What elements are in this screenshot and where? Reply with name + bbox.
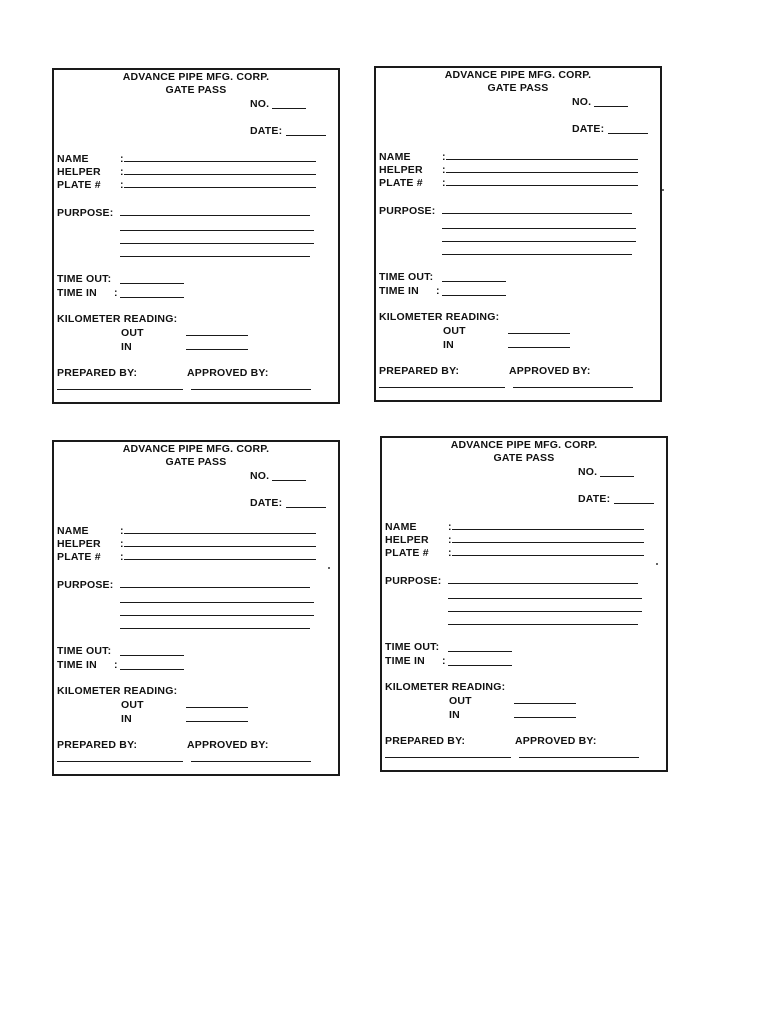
time-in-label: TIME IN: [379, 285, 419, 297]
prepared-by-label: PREPARED BY:: [385, 735, 466, 747]
km-out-field[interactable]: [186, 707, 248, 708]
time-out-field[interactable]: [442, 281, 506, 282]
time-in-field[interactable]: [120, 669, 184, 670]
purpose-field-1[interactable]: [442, 213, 632, 214]
date-field[interactable]: [608, 133, 648, 134]
company-name: ADVANCE PIPE MFG. CORP.: [122, 443, 270, 455]
no-field[interactable]: [600, 476, 634, 477]
plate-label: PLATE #: [379, 177, 423, 189]
purpose-field-1[interactable]: [120, 215, 310, 216]
km-in-field[interactable]: [186, 349, 248, 350]
purpose-field-3[interactable]: [448, 611, 642, 612]
purpose-field-2[interactable]: [442, 228, 636, 229]
time-in-colon: :: [436, 285, 440, 297]
plate-label: PLATE #: [57, 179, 101, 191]
time-out-field[interactable]: [120, 655, 184, 656]
name-field[interactable]: [124, 533, 316, 534]
time-out-field[interactable]: [120, 283, 184, 284]
purpose-field-4[interactable]: [120, 256, 310, 257]
time-in-field[interactable]: [448, 665, 512, 666]
km-out-label: OUT: [121, 699, 144, 711]
time-in-colon: :: [114, 287, 118, 299]
approved-by-field[interactable]: [513, 387, 633, 388]
km-out-label: OUT: [443, 325, 466, 337]
name-colon: :: [442, 151, 446, 163]
purpose-label: PURPOSE:: [379, 205, 436, 217]
plate-field[interactable]: [124, 559, 316, 560]
km-in-label: IN: [121, 341, 132, 353]
name-label: NAME: [385, 521, 417, 533]
purpose-label: PURPOSE:: [57, 579, 114, 591]
gate-pass-form-bottom-right: [380, 436, 668, 772]
date-label: DATE:: [572, 123, 605, 135]
helper-label: HELPER: [379, 164, 423, 176]
purpose-label: PURPOSE:: [57, 207, 114, 219]
helper-field[interactable]: [452, 542, 644, 543]
km-out-label: OUT: [121, 327, 144, 339]
scan-speck: [662, 189, 664, 191]
no-label: NO.: [572, 96, 592, 108]
name-label: NAME: [57, 153, 89, 165]
name-colon: :: [448, 521, 452, 533]
time-in-colon: :: [114, 659, 118, 671]
plate-field[interactable]: [452, 555, 644, 556]
plate-label: PLATE #: [57, 551, 101, 563]
date-label: DATE:: [250, 497, 283, 509]
km-in-field[interactable]: [514, 717, 576, 718]
purpose-field-3[interactable]: [442, 241, 636, 242]
name-label: NAME: [57, 525, 89, 537]
form-title: GATE PASS: [165, 84, 227, 96]
km-in-label: IN: [443, 339, 454, 351]
name-field[interactable]: [446, 159, 638, 160]
helper-field[interactable]: [446, 172, 638, 173]
approved-by-field[interactable]: [191, 389, 311, 390]
helper-colon: :: [120, 538, 124, 550]
purpose-field-1[interactable]: [120, 587, 310, 588]
name-label: NAME: [379, 151, 411, 163]
helper-field[interactable]: [124, 174, 316, 175]
approved-by-field[interactable]: [191, 761, 311, 762]
helper-label: HELPER: [385, 534, 429, 546]
prepared-by-field[interactable]: [385, 757, 511, 758]
kilometer-reading-label: KILOMETER READING:: [57, 685, 178, 697]
km-in-field[interactable]: [186, 721, 248, 722]
scan-speck: [656, 563, 658, 565]
time-in-label: TIME IN: [57, 287, 97, 299]
purpose-label: PURPOSE:: [385, 575, 442, 587]
time-in-label: TIME IN: [385, 655, 425, 667]
prepared-by-field[interactable]: [379, 387, 505, 388]
prepared-by-field[interactable]: [57, 389, 183, 390]
time-out-label: TIME OUT:: [57, 645, 112, 657]
km-out-field[interactable]: [514, 703, 576, 704]
time-out-label: TIME OUT:: [385, 641, 440, 653]
helper-colon: :: [448, 534, 452, 546]
gate-pass-form-top-right: [374, 66, 662, 402]
time-in-label: TIME IN: [57, 659, 97, 671]
approved-by-label: APPROVED BY:: [187, 367, 269, 379]
company-name: ADVANCE PIPE MFG. CORP.: [122, 71, 270, 83]
name-field[interactable]: [124, 161, 316, 162]
purpose-field-4[interactable]: [448, 624, 638, 625]
gate-pass-form-bottom-left: [52, 440, 340, 776]
approved-by-label: APPROVED BY:: [187, 739, 269, 751]
kilometer-reading-label: KILOMETER READING:: [379, 311, 500, 323]
km-out-field[interactable]: [186, 335, 248, 336]
no-field[interactable]: [272, 108, 306, 109]
helper-field[interactable]: [124, 546, 316, 547]
purpose-field-3[interactable]: [120, 615, 314, 616]
prepared-by-label: PREPARED BY:: [57, 739, 138, 751]
form-title: GATE PASS: [165, 456, 227, 468]
plate-colon: :: [442, 177, 446, 189]
company-name: ADVANCE PIPE MFG. CORP.: [450, 439, 598, 451]
kilometer-reading-label: KILOMETER READING:: [57, 313, 178, 325]
purpose-field-2[interactable]: [448, 598, 642, 599]
no-label: NO.: [250, 98, 270, 110]
prepared-by-field[interactable]: [57, 761, 183, 762]
scan-speck: [328, 567, 330, 569]
time-out-label: TIME OUT:: [379, 271, 434, 283]
km-out-label: OUT: [449, 695, 472, 707]
no-label: NO.: [250, 470, 270, 482]
form-title: GATE PASS: [487, 82, 549, 94]
date-field[interactable]: [614, 503, 654, 504]
name-colon: :: [120, 153, 124, 165]
name-field[interactable]: [452, 529, 644, 530]
plate-label: PLATE #: [385, 547, 429, 559]
helper-colon: :: [120, 166, 124, 178]
purpose-field-4[interactable]: [442, 254, 632, 255]
plate-field[interactable]: [446, 185, 638, 186]
km-out-field[interactable]: [508, 333, 570, 334]
time-in-colon: :: [442, 655, 446, 667]
approved-by-label: APPROVED BY:: [509, 365, 591, 377]
km-in-label: IN: [121, 713, 132, 725]
purpose-field-2[interactable]: [120, 230, 314, 231]
gate-pass-form-top-left: [52, 68, 340, 404]
no-label: NO.: [578, 466, 598, 478]
km-in-field[interactable]: [508, 347, 570, 348]
date-field[interactable]: [286, 507, 326, 508]
plate-colon: :: [448, 547, 452, 559]
company-name: ADVANCE PIPE MFG. CORP.: [444, 69, 592, 81]
purpose-field-1[interactable]: [448, 583, 638, 584]
no-field[interactable]: [594, 106, 628, 107]
purpose-field-2[interactable]: [120, 602, 314, 603]
date-label: DATE:: [250, 125, 283, 137]
km-in-label: IN: [449, 709, 460, 721]
no-field[interactable]: [272, 480, 306, 481]
time-in-field[interactable]: [120, 297, 184, 298]
prepared-by-label: PREPARED BY:: [379, 365, 460, 377]
time-out-label: TIME OUT:: [57, 273, 112, 285]
helper-label: HELPER: [57, 538, 101, 550]
approved-by-field[interactable]: [519, 757, 639, 758]
approved-by-label: APPROVED BY:: [515, 735, 597, 747]
helper-colon: :: [442, 164, 446, 176]
purpose-field-3[interactable]: [120, 243, 314, 244]
helper-label: HELPER: [57, 166, 101, 178]
kilometer-reading-label: KILOMETER READING:: [385, 681, 506, 693]
date-field[interactable]: [286, 135, 326, 136]
time-in-field[interactable]: [442, 295, 506, 296]
name-colon: :: [120, 525, 124, 537]
plate-field[interactable]: [124, 187, 316, 188]
date-label: DATE:: [578, 493, 611, 505]
prepared-by-label: PREPARED BY:: [57, 367, 138, 379]
form-title: GATE PASS: [493, 452, 555, 464]
plate-colon: :: [120, 551, 124, 563]
plate-colon: :: [120, 179, 124, 191]
purpose-field-4[interactable]: [120, 628, 310, 629]
time-out-field[interactable]: [448, 651, 512, 652]
